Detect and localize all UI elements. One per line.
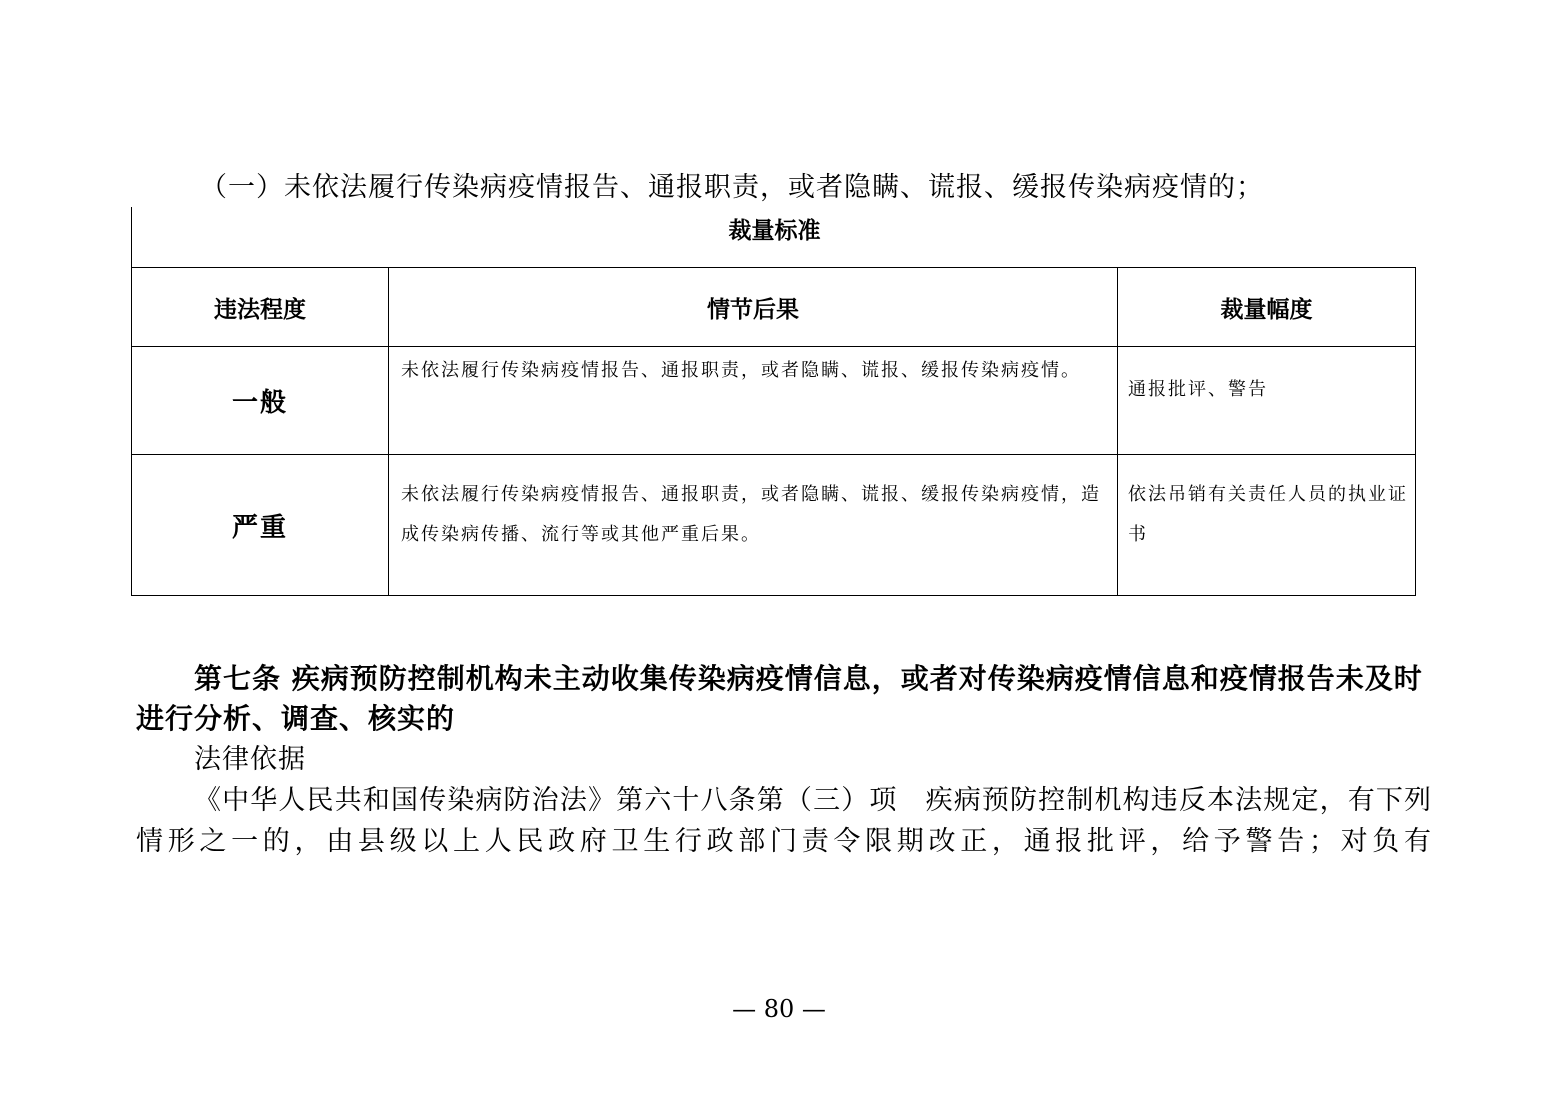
standard-table [131, 267, 1416, 596]
table-caption-row [131, 207, 1416, 267]
level-cell: 一般 [132, 347, 389, 455]
table-row [132, 455, 1416, 596]
header-range: 裁量幅度 [1118, 268, 1416, 347]
circumstances-cell: 未依法履行传染病疫情报告、通报职责，或者隐瞒、谎报、缓报传染病疫情。 [389, 347, 1118, 455]
table-row [132, 347, 1416, 455]
table-caption: 裁量标准 [728, 218, 821, 244]
header-circumstances: 情节后果 [389, 268, 1118, 347]
legal-basis-text: 《中华人民共和国传染病防治法》第六十八条第（三）项 疾病预防控制机构违反本法规定，有下列情形之一的，由县级以上人民政府卫生行政部门责令限期改正，通报批评，给予警告；对负有 [136, 785, 1432, 857]
range-cell: 依法吊销有关责任人员的执业证书 [1118, 455, 1416, 596]
item-line: （一）未依法履行传染病疫情报告、通报职责，或者隐瞒、谎报、缓报传染病疫情的； [200, 172, 1264, 203]
table-header-row [132, 268, 1416, 347]
level-cell: 严重 [132, 455, 389, 596]
standard-table-section [131, 207, 1416, 596]
article-title: 第七条 疾病预防控制机构未主动收集传染病疫情信息，或者对传染病疫情信息和疫情报告未及时进行分析、调查、核实的 [136, 662, 1423, 735]
page-number: — 80 — [732, 995, 826, 1023]
legal-basis-heading: 法律依据 [194, 744, 306, 775]
range-cell: 通报批评、警告 [1118, 347, 1416, 455]
header-level: 违法程度 [132, 268, 389, 347]
circumstances-cell: 未依法履行传染病疫情报告、通报职责，或者隐瞒、谎报、缓报传染病疫情，造成传染病传播、流行等或其他严重后果。 [389, 455, 1118, 596]
